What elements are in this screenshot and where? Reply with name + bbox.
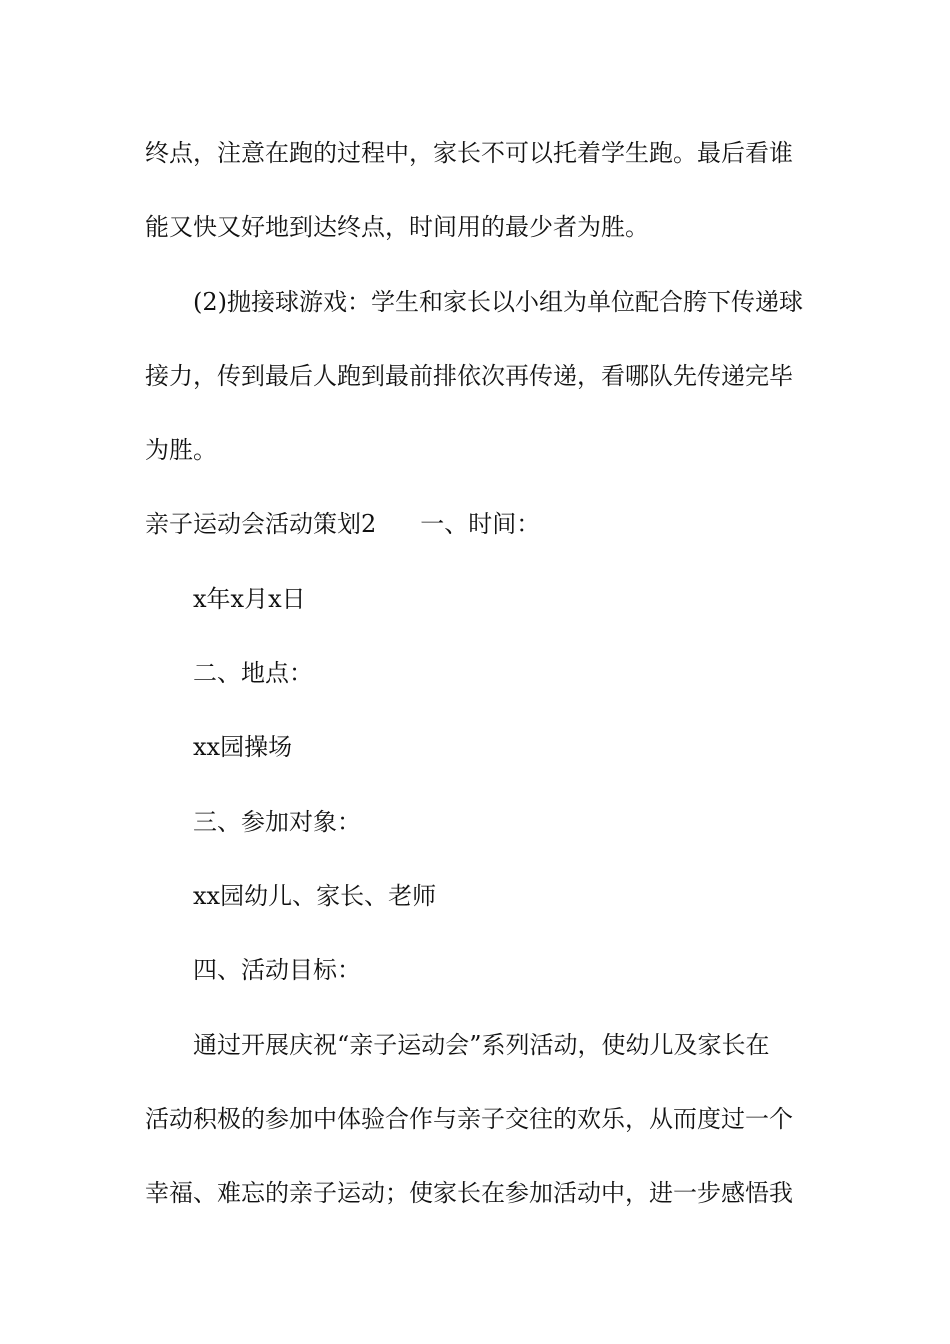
participants-heading: 三、参加对象： <box>193 808 361 836</box>
location-value: xx园操场 <box>193 733 293 761</box>
paragraph-line-4: 接力，传到最后人跑到最前排依次再传递，看哪队先传递完毕 <box>145 362 793 390</box>
goals-line-2: 活动积极的参加中体验合作与亲子交往的欢乐，从而度过一个 <box>145 1105 793 1133</box>
goals-line-1: 通过开展庆祝“亲子运动会”系列活动，使幼儿及家长在 <box>193 1031 770 1059</box>
paragraph-line-5: 为胜。 <box>145 436 217 464</box>
location-heading: 二、地点： <box>193 659 313 687</box>
section-title: 亲子运动会活动策划2 <box>145 510 377 538</box>
paragraph-line-3: (2)抛接球游戏：学生和家长以小组为单位配合胯下传递球 <box>193 288 803 316</box>
event-date: x年x月x日 <box>193 585 306 613</box>
goals-line-3: 幸福、难忘的亲子运动；使家长在参加活动中，进一步感悟我 <box>145 1179 793 1207</box>
paragraph-line-1: 终点，注意在跑的过程中，家长不可以托着学生跑。最后看谁 <box>145 139 793 167</box>
first-item-heading: 一、时间： <box>420 510 541 538</box>
goals-heading: 四、活动目标： <box>193 956 361 984</box>
paragraph-line-2: 能又快又好地到达终点，时间用的最少者为胜。 <box>145 213 649 241</box>
section-heading <box>145 508 810 540</box>
participants-value: xx园幼儿、家长、老师 <box>193 882 437 910</box>
